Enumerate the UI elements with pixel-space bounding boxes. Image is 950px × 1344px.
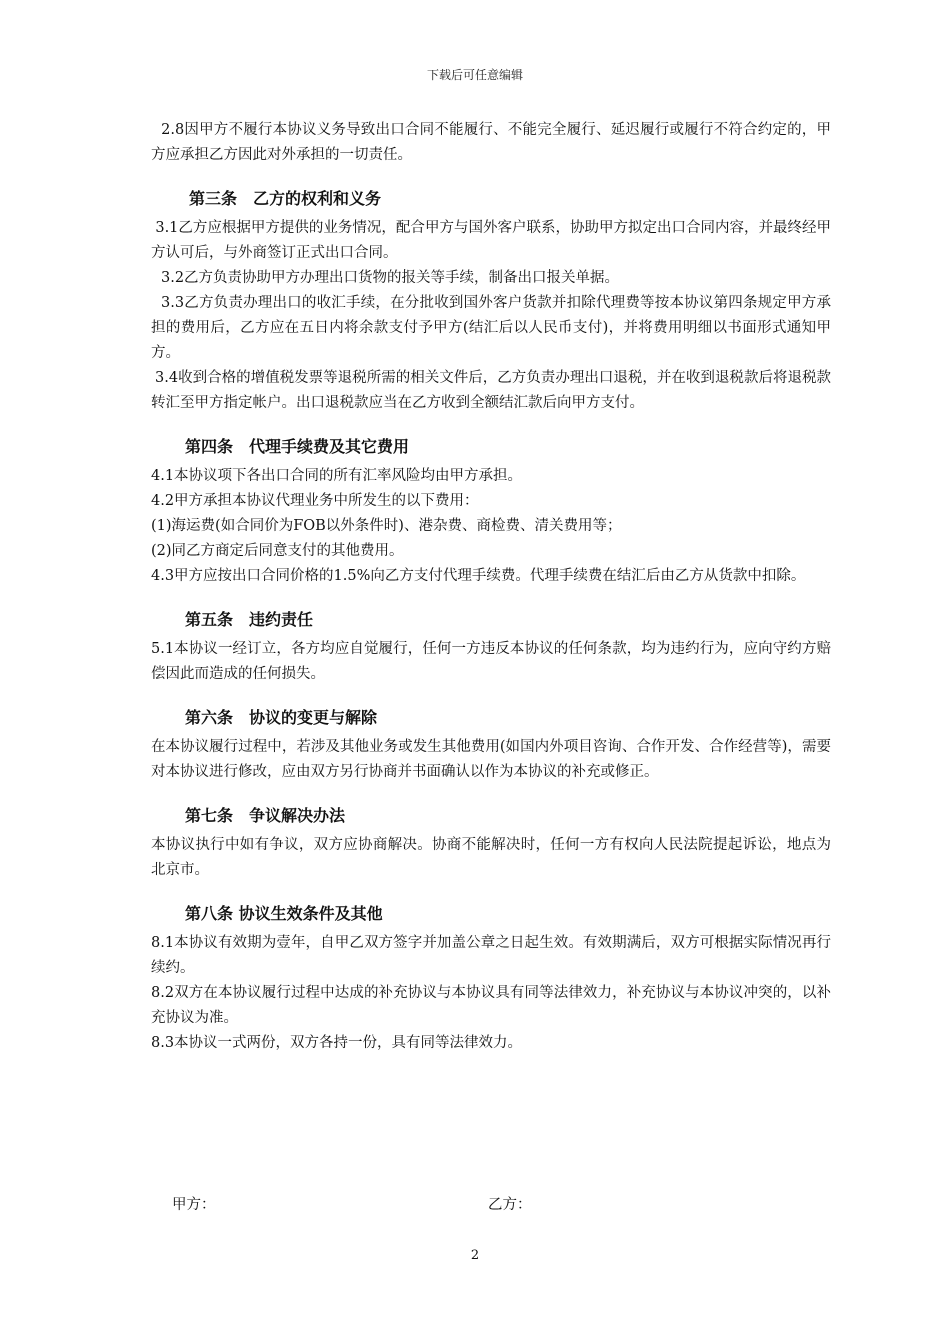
section-8 [151,901,831,1056]
section-6 [151,705,831,785]
page-header: 下载后可任意编辑 [426,68,523,82]
section-title: 第七条 争议解决办法 [185,806,346,825]
clause-4-1: 4.1本协议项下各出口合同的所有汇率风险均由甲方承担。 [151,468,523,484]
clause-3-4: 3.4收到合格的增值税发票等退税所需的相关文件后，乙方负责办理出口退税，并在收到退税款后将退税款转汇至甲方指定帐户。出口退税款应当在乙方收到全额结汇款后向甲方支付。 [151,370,831,411]
section-7-text: 本协议执行中如有争议，双方应协商解决。协商不能解决时，任何一方有权向人民法院提起诉讼，地点为北京市。 [151,837,831,878]
party-a-signature-label: 甲方： [172,1197,216,1213]
clause-4-2: 4.2甲方承担本协议代理业务中所发生的以下费用： [151,493,479,509]
section-title: 第五条 违约责任 [185,610,314,629]
clause-4-3: 4.3甲方应按出口合同价格的1.5%向乙方支付代理手续费。代理手续费在结汇后由乙方从货款中扣除。 [151,568,806,584]
clause-4-2-item-2: (2)同乙方商定后同意支付的其他费用。 [151,543,404,559]
section-title: 第三条 乙方的权利和义务 [189,189,382,208]
section-7 [151,803,831,883]
clause-8-1: 8.1本协议有效期为壹年，自甲乙双方签字并加盖公章之日起生效。有效期满后，双方可根据实际情况再行续约。 [151,935,831,976]
section-3 [151,186,831,416]
section-title: 第六条 协议的变更与解除 [185,708,378,727]
clause-2-8: 2.8因甲方不履行本协议义务导致出口合同不能履行、不能完全履行、延迟履行或履行不符合约定的，甲方应承担乙方因此对外承担的一切责任。 [151,122,831,163]
section-title: 第八条 协议生效条件及其他 [185,904,383,923]
clause-3-1: 3.1乙方应根据甲方提供的业务情况，配合甲方与国外客户联系，协助甲方拟定出口合同内容，并最终经甲方认可后，与外商签订正式出口合同。 [151,220,831,261]
party-b-signature-label: 乙方： [488,1197,532,1213]
section-5 [151,607,831,687]
page-number: 2 [470,1248,480,1263]
clause-8-3: 8.3本协议一式两份，双方各持一份，具有同等法律效力。 [151,1035,523,1051]
clause-8-2: 8.2双方在本协议履行过程中达成的补充协议与本协议具有同等法律效力，补充协议与本协议冲突的，以补充协议为准。 [151,985,831,1026]
clause-3-3: 3.3乙方负责办理出口的收汇手续，在分批收到国外客户货款并扣除代理费等按本协议第四条规定甲方承担的费用后，乙方应在五日内将余款支付予甲方(结汇后以人民币支付)，并将费用明细以书面形式通知甲方。 [151,295,831,361]
document-body [151,118,831,1056]
clause-4-2-item-1: (1)海运费(如合同价为FOB以外条件时)、港杂费、商检费、清关费用等； [151,518,622,534]
section-title: 第四条 代理手续费及其它费用 [185,437,410,456]
clause-3-2: 3.2乙方负责协助甲方办理出口货物的报关等手续，制备出口报关单据。 [161,270,620,286]
section-4 [151,434,831,589]
clause-5-1: 5.1本协议一经订立，各方均应自觉履行，任何一方违反本协议的任何条款，均为违约行为，应向守约方赔偿因此而造成的任何损失。 [151,641,831,682]
section-6-text: 在本协议履行过程中，若涉及其他业务或发生其他费用(如国内外项目咨询、合作开发、合作经营等)，需要对本协议进行修改，应由双方另行协商并书面确认以作为本协议的补充或修正。 [151,739,831,780]
